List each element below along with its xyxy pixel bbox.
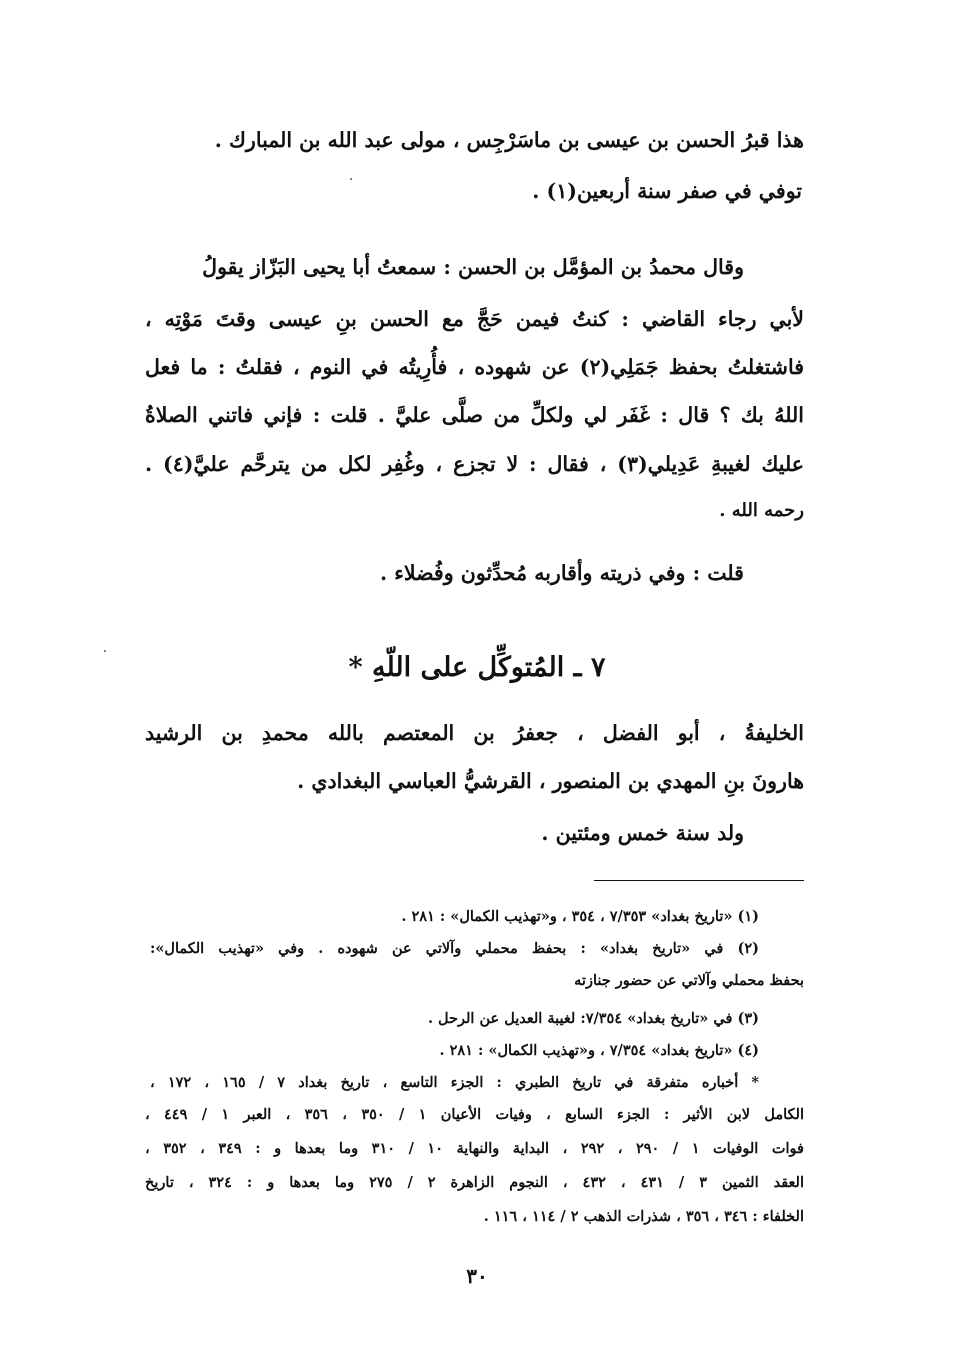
scan-speck <box>350 178 352 180</box>
text-line: وقال محمدُ بن المؤمَّل بن الحسن : سمعتُ أبا يحيى البَزّاز يقولُ <box>202 255 744 279</box>
scan-speck <box>104 650 106 652</box>
section-heading: ٧ ـ المُتوكِّل على اللّهِ * <box>348 652 606 683</box>
text-line: رحمه الله . <box>719 500 804 521</box>
text-line: لأبي رجاء القاضي : كنتُ فيمن حَجَّ مع الحسن بنِ عيسى وقتَ مَوْتِه ، <box>145 307 804 331</box>
footnote: * أخباره متفرقة في تاريخ الطبري : الجزء التاسع ، تاريخ بغداد ٧ / ١٦٥ ، ١٧٢ ، <box>150 1074 759 1091</box>
page-number: ٣٠ <box>466 1264 488 1288</box>
text-line: فاشتغلتُ بحفظ جَمَلِي(٢) عن شهوده ، فأُرِيتُه في النوم ، فقلتُ : ما فعل <box>145 355 804 379</box>
footnote: (٤) «تاريخ بغداد» ٧/٣٥٤ ، و«تهذيب الكمال» : ٢٨١ . <box>439 1042 759 1059</box>
text-line: توفي في صفر سنة أربعين(١) . <box>532 179 802 203</box>
footnote: (٢) في «تاريخ بغداد» : بحفظ محملي وآلاتي عن شهوده . وفي «تهذيب الكمال»: <box>150 940 759 957</box>
text-line: هذا قبرُ الحسن بن عيسى بن ماسَرْجِس ، مولى عبد الله بن المبارك . <box>214 128 804 152</box>
footnote: بحفظ محملي وآلاتي عن حضور جنازته <box>574 972 804 989</box>
text-line: عليك لغيبةِ عَدِيلي(٣) ، فقال : لا تجزع ، وغُفِر لكل من يترحَّم عليَّ(٤) . <box>145 452 805 476</box>
footnote: فوات الوفيات ١ / ٢٩٠ ، ٢٩٢ ، البداية والنهاية ١٠ / ٣١٠ وما بعدها و : ٣٤٩ ، ٣٥٢ ، <box>145 1140 804 1157</box>
footnote: (٣) في «تاريخ بغداد» ٧/٣٥٤: لغيبة العديل عن الرحل . <box>427 1010 759 1027</box>
footnote-separator <box>594 880 804 881</box>
footnote: الخلفاء : ٣٤٦ ، ٣٥٦ ، شذرات الذهب ٢ / ١١٤ ، ١١٦ . <box>483 1208 804 1225</box>
text-line: ولد سنة خمس ومئتين . <box>541 821 744 845</box>
footnote: الكامل لابن الأثير : الجزء السابع ، وفيات الأعيان ١ / ٣٥٠ ، ٣٥٦ ، العبر ١ / ٤٤٩ ، <box>145 1106 804 1123</box>
text-line: هارونَ بنِ المهدي بن المنصور ، القرشيُّ العباسي البغدادي . <box>297 769 804 793</box>
footnote: (١) «تاريخ بغداد» ٧/٣٥٣ ، ٣٥٤ ، و«تهذيب الكمال» : ٢٨١ . <box>401 908 759 925</box>
text-line: الخليفةُ ، أبو الفضل ، جعفرُ بن المعتصم بالله محمدِ بن الرشيد <box>145 721 804 745</box>
footnote: العقد الثمين ٣ / ٤٣١ ، ٤٣٢ ، النجوم الزاهرة ٢ / ٢٧٥ وما بعدها و : ٣٢٤ ، تاريخ <box>145 1174 804 1191</box>
text-line: قلت : وفي ذريته وأقاربه مُحدِّثون وفُضلاء . <box>380 561 744 585</box>
text-line: اللهُ بك ؟ قال : غَفَر لي ولكلِّ من صلَّى عليَّ . قلت : فإني فاتني الصلاةُ <box>145 403 804 427</box>
